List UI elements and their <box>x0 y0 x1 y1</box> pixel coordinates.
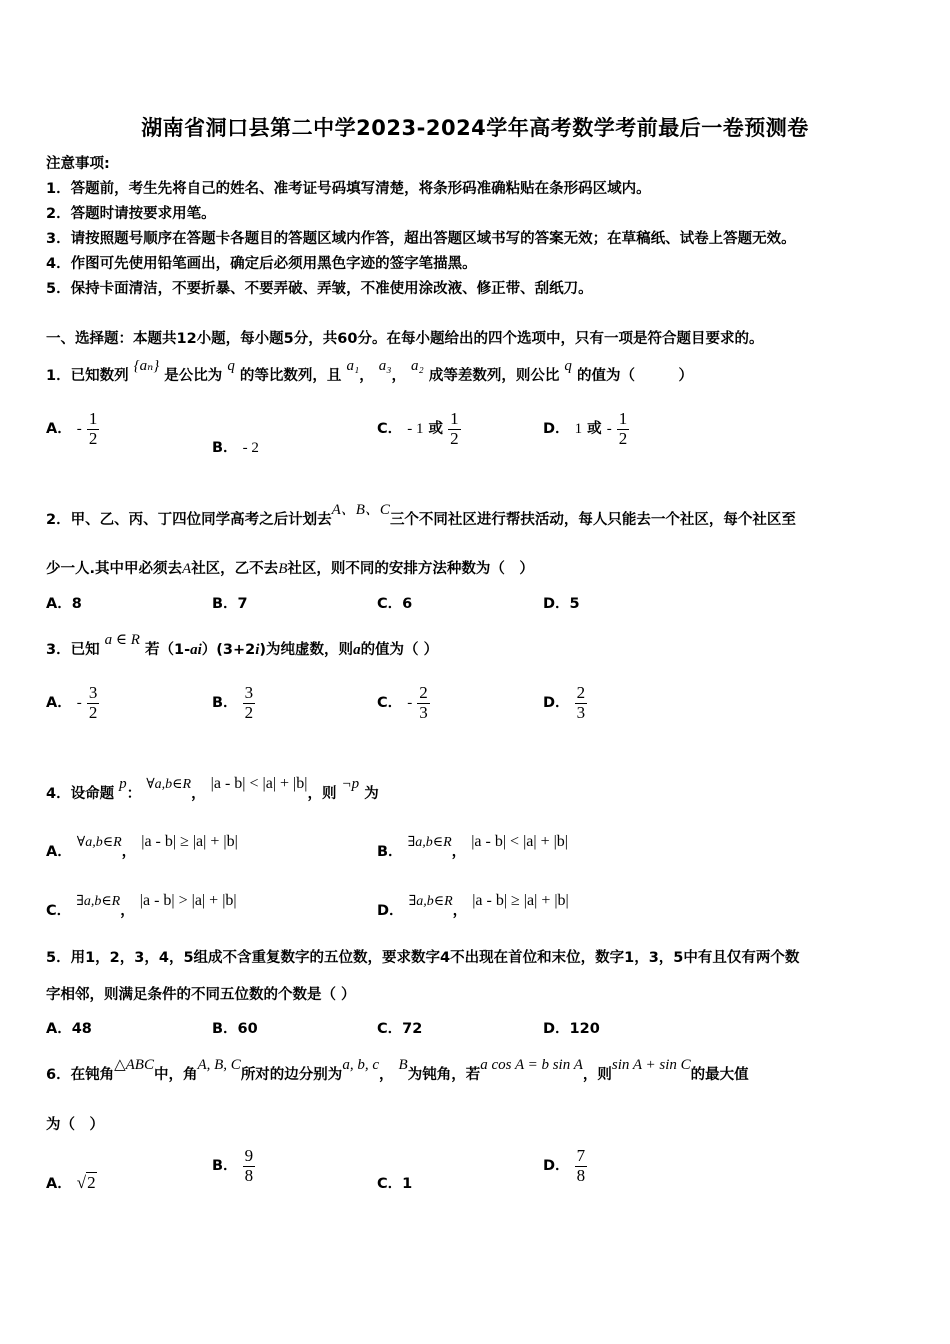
question-5-stem-cont: 字相邻，则满足条件的不同五位数的个数是（ ） <box>46 987 356 1003</box>
q1-option-a[interactable]: A． - $\frac{1}{2}$ <box>46 409 98 448</box>
math-abc: A、B、C <box>331 502 390 518</box>
fraction: $\frac{1}{2}$ <box>618 409 628 448</box>
q1-option-d[interactable]: D． 1 或 - $\frac{1}{2}$ <box>543 409 628 448</box>
exam-title: 湖南省洞口县第二中学2023-2024学年高考数学考前最后一卷预测卷 <box>141 116 809 140</box>
math-q2: q <box>564 358 572 374</box>
q6-option-d[interactable]: D． $\frac{7}{8}$ <box>543 1146 586 1185</box>
math-sides: a, b, c <box>342 1057 379 1073</box>
math-equation: a cos A = b sin A <box>480 1057 583 1073</box>
q4-option-b[interactable]: B． ∃a,b∈R， |a - b| < |a| + |b| <box>377 833 568 860</box>
question-2-stem-cont: 少一人.其中甲必须去A社区，乙不去B社区，则不同的安排方法种数为（ ） <box>46 561 534 577</box>
math-forall: ∀a,b∈R <box>146 777 192 792</box>
notice-item-4: 4．作图可先使用铅笔画出，确定后必须用黑色字迹的签字笔描黑。 <box>46 256 477 272</box>
math-angles: A, B, C <box>197 1057 241 1073</box>
question-1-stem: 1．已知数列 {aₙ} 是公比为 q 的等比数列，且 a₁， a₃， a₂ 成等差数列，则公比 q 的值为（ ） <box>46 358 693 384</box>
notice-heading: 注意事项: <box>46 156 110 172</box>
section-heading: 一、选择题：本题共12小题，每小题5分，共60分。在每小题给出的四个选项中，只有一项是符合题目要求的。 <box>46 331 764 347</box>
q4-option-d[interactable]: D． ∃a,b∈R， |a - b| ≥ |a| + |b| <box>377 892 569 919</box>
q2-option-b[interactable]: B．7 <box>212 596 248 612</box>
math-a2: a₂ <box>411 358 424 374</box>
notice-item-1: 1．答题前，考生先将自己的姓名、准考证号码填写清楚，将条形码准确粘贴在条形码区域内。 <box>46 181 651 197</box>
fraction: $\frac{9}{8}$ <box>244 1146 254 1185</box>
math-an: {aₙ} <box>133 358 160 374</box>
question-5-stem: 5．用1，2，3，4，5组成不含重复数字的五位数，要求数字4不出现在首位和末位，数字1，3，5中有且仅有两个数 <box>46 950 800 966</box>
q1-option-c[interactable]: C． - 1 或 $\frac{1}{2}$ <box>377 409 459 448</box>
fraction: $\frac{1}{2}$ <box>450 409 459 448</box>
q2-option-c[interactable]: C．6 <box>377 596 413 612</box>
q5-option-d[interactable]: D．120 <box>543 1021 600 1037</box>
q4-option-c[interactable]: C． ∃a,b∈R， |a - b| > |a| + |b| <box>46 892 237 919</box>
math-b: B <box>398 1057 408 1073</box>
sqrt: √2 <box>76 1173 96 1192</box>
question-6-stem: 6．在钝角△ABC中，角A, B, C所对的边分别为a, b, c， B为钝角，若a cos A = b sin A，则sin A + sin C的最大值 <box>46 1057 749 1083</box>
q4-option-a[interactable]: A． ∀a,b∈R， |a - b| ≥ |a| + |b| <box>46 833 238 860</box>
q1-option-b[interactable]: B． - 2 <box>212 440 259 456</box>
q3-option-c[interactable]: C． - $\frac{2}{3}$ <box>377 683 428 722</box>
fraction: $\frac{3}{2}$ <box>88 683 98 722</box>
question-3-stem: 3．已知 a ∈ R 若（1-ai）(3+2i)为纯虚数，则a的值为（ ） <box>46 632 439 658</box>
q3-option-d[interactable]: D． $\frac{2}{3}$ <box>543 683 586 722</box>
fraction: $\frac{3}{2}$ <box>244 683 254 722</box>
q5-option-a[interactable]: A．48 <box>46 1021 92 1037</box>
q6-option-b[interactable]: B． $\frac{9}{8}$ <box>212 1146 254 1185</box>
q3-option-b[interactable]: B． $\frac{3}{2}$ <box>212 683 254 722</box>
q6-option-a[interactable]: A． √2 <box>46 1173 96 1192</box>
q5-option-c[interactable]: C．72 <box>377 1021 423 1037</box>
q5-option-b[interactable]: B．60 <box>212 1021 258 1037</box>
fraction: $\frac{2}{3}$ <box>576 683 586 722</box>
fraction: $\frac{2}{3}$ <box>419 683 428 722</box>
math-not-p: ¬p <box>341 776 360 792</box>
math-triangle: △ABC <box>114 1057 154 1073</box>
math-sum: sin A + sin C <box>611 1057 691 1073</box>
question-6-stem-cont: 为（ ） <box>46 1117 104 1133</box>
q2-option-a[interactable]: A．8 <box>46 596 82 612</box>
math-q: q <box>227 358 235 374</box>
math-p: p <box>119 776 127 792</box>
math-a1: a₁ <box>346 358 360 374</box>
q3-option-a[interactable]: A． - $\frac{3}{2}$ <box>46 683 98 722</box>
notice-item-5: 5．保持卡面清洁，不要折暴、不要弄破、弄皱，不准使用涂改液、修正带、刮纸刀。 <box>46 281 593 297</box>
math-a3: a₃ <box>378 358 392 374</box>
question-2-stem: 2．甲、乙、丙、丁四位同学高考之后计划去A、B、C三个不同社区进行帮扶活动，每人只能去一个社区，每个社区至 <box>46 502 796 528</box>
q2-option-d[interactable]: D．5 <box>543 596 580 612</box>
fraction: $\frac{1}{2}$ <box>88 409 98 448</box>
question-4-stem: 4．设命题 p： ∀a,b∈R， |a - b| < |a| + |b|，则 ¬p 为 <box>46 775 379 802</box>
math-a-in-r: a ∈ R <box>104 632 140 648</box>
notice-item-3: 3．请按照题号顺序在答题卡各题目的答题区域内作答，超出答题区域书写的答案无效；在草稿纸、试卷上答题无效。 <box>46 231 796 247</box>
q6-option-c[interactable]: C．1 <box>377 1176 413 1192</box>
math-inequality: |a - b| < |a| + |b| <box>210 775 308 792</box>
notice-item-2: 2．答题时请按要求用笔。 <box>46 206 216 222</box>
fraction: $\frac{7}{8}$ <box>576 1146 586 1185</box>
